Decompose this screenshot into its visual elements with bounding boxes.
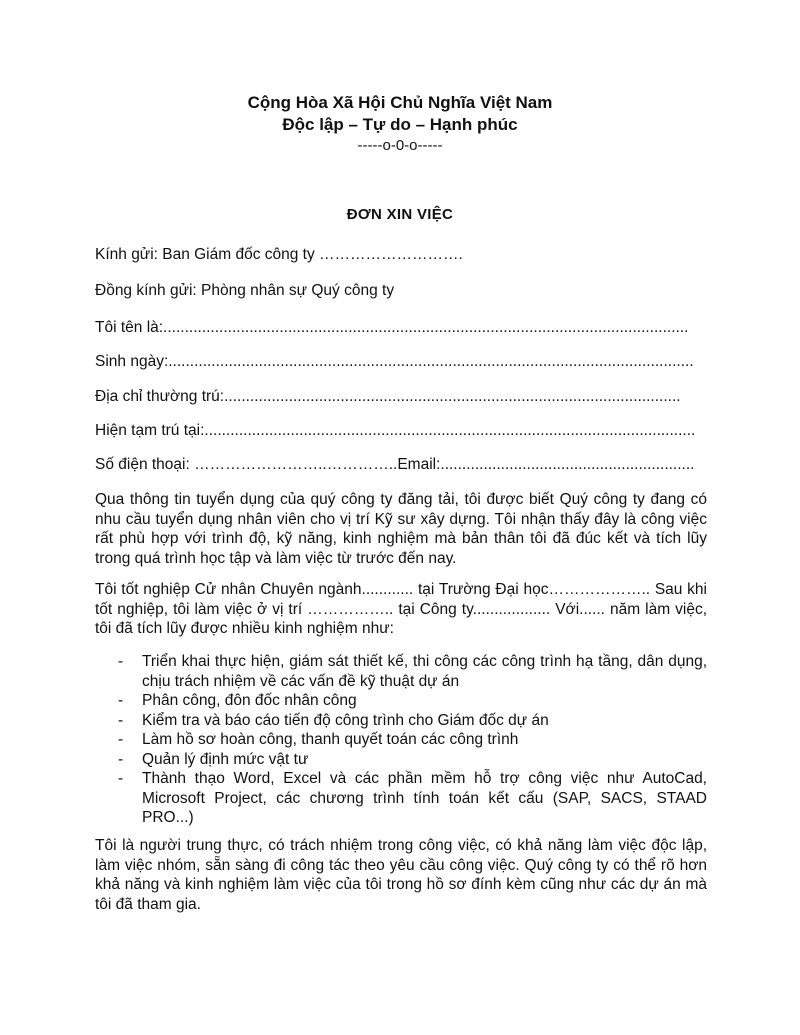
name-field: Tôi tên là:.......................................................................................................................... [95,319,689,336]
bullet-dash: - [118,770,124,787]
document-title: ĐƠN XIN VIỆC [346,206,454,223]
bullet-dash: - [118,750,124,768]
list-item: - Thành thạo Word, Excel và các phần mềm hỗ trợ công việc như AutoCad, Microsoft Project, các chương trình tính toán kết cấu (SAP, SACS, STAAD PRO...) [118,770,707,826]
phone-email-field: Số điện thoại: ……………………..…………..Email:........................................................... [95,456,695,473]
experience-list [95,652,707,828]
list-item: - Quản lý định mức vật tư [118,750,309,768]
intro-paragraph: Qua thông tin tuyển dụng của quý công ty đăng tải, tôi được biết Quý công ty đang có nhu cầu tuyển dụng nhân viên cho vị trí Kỹ sư xây dựng. Tôi nhận thấy đây là công việc rất phù hợp với trình độ, kỹ năng, kinh nghiệm mà bản thân tôi đã đúc kết và tích lũy trong quá trình học tập và làm việc từ trước đến nay. [95,491,707,567]
bullet-dash: - [118,711,124,729]
country-name: Cộng Hòa Xã Hội Chủ Nghĩa Việt Nam [247,93,553,112]
list-item: - Triển khai thực hiện, giám sát thiết kế, thi công các công trình hạ tầng, dân dụng, chịu trách nhiệm về các vấn đề kỹ thuật dự án [118,653,707,690]
list-item: - Phân công, đôn đốc nhân công [118,692,357,709]
national-header [0,92,800,156]
recipient-line: Kính gửi: Ban Giám đốc công ty ………………………. [95,246,463,263]
bullet-dash: - [118,692,124,709]
closing-paragraph: Tôi là người trung thực, có trách nhiệm trong công việc, có khả năng làm việc độc lập, làm việc nhóm, sẵn sàng đi công tác theo yêu cầu công việc. Quý công ty có thể rõ hơn khả năng và kinh nghiệm làm việc của tôi trong hồ sơ đính kèm cũng như các dự án mà tôi đã tham gia. [95,837,707,913]
education-paragraph: Tôi tốt nghiệp Cử nhân Chuyên ngành............ tại Trường Đại học……………….. Sau khi tốt nghiệp, tôi làm việc ở vị trí …………….. tại Công ty.................. Với...... năm làm việc, tôi đã tích lũy được nhiều kinh nghiệm như: [95,581,707,637]
header-separator: -----o-0-o----- [357,137,443,154]
temporary-address-field: Hiện tạm trú tại:.................................................................................................................. [95,422,696,439]
bullet-dash: - [118,731,124,748]
list-item: - Kiểm tra và báo cáo tiến độ công trình cho Giám đốc dự án [118,711,549,729]
national-motto: Độc lập – Tự do – Hạnh phúc [282,115,518,134]
list-item: - Làm hồ sơ hoàn công, thanh quyết toán các công trình [118,731,519,748]
cc-recipient-line: Đồng kính gửi: Phòng nhân sự Quý công ty [95,282,395,299]
birthdate-field: Sinh ngày:.......................................................................................................................... [95,353,694,370]
permanent-address-field: Địa chỉ thường trú:.......................................................................................................... [95,388,681,405]
bullet-dash: - [118,653,124,670]
